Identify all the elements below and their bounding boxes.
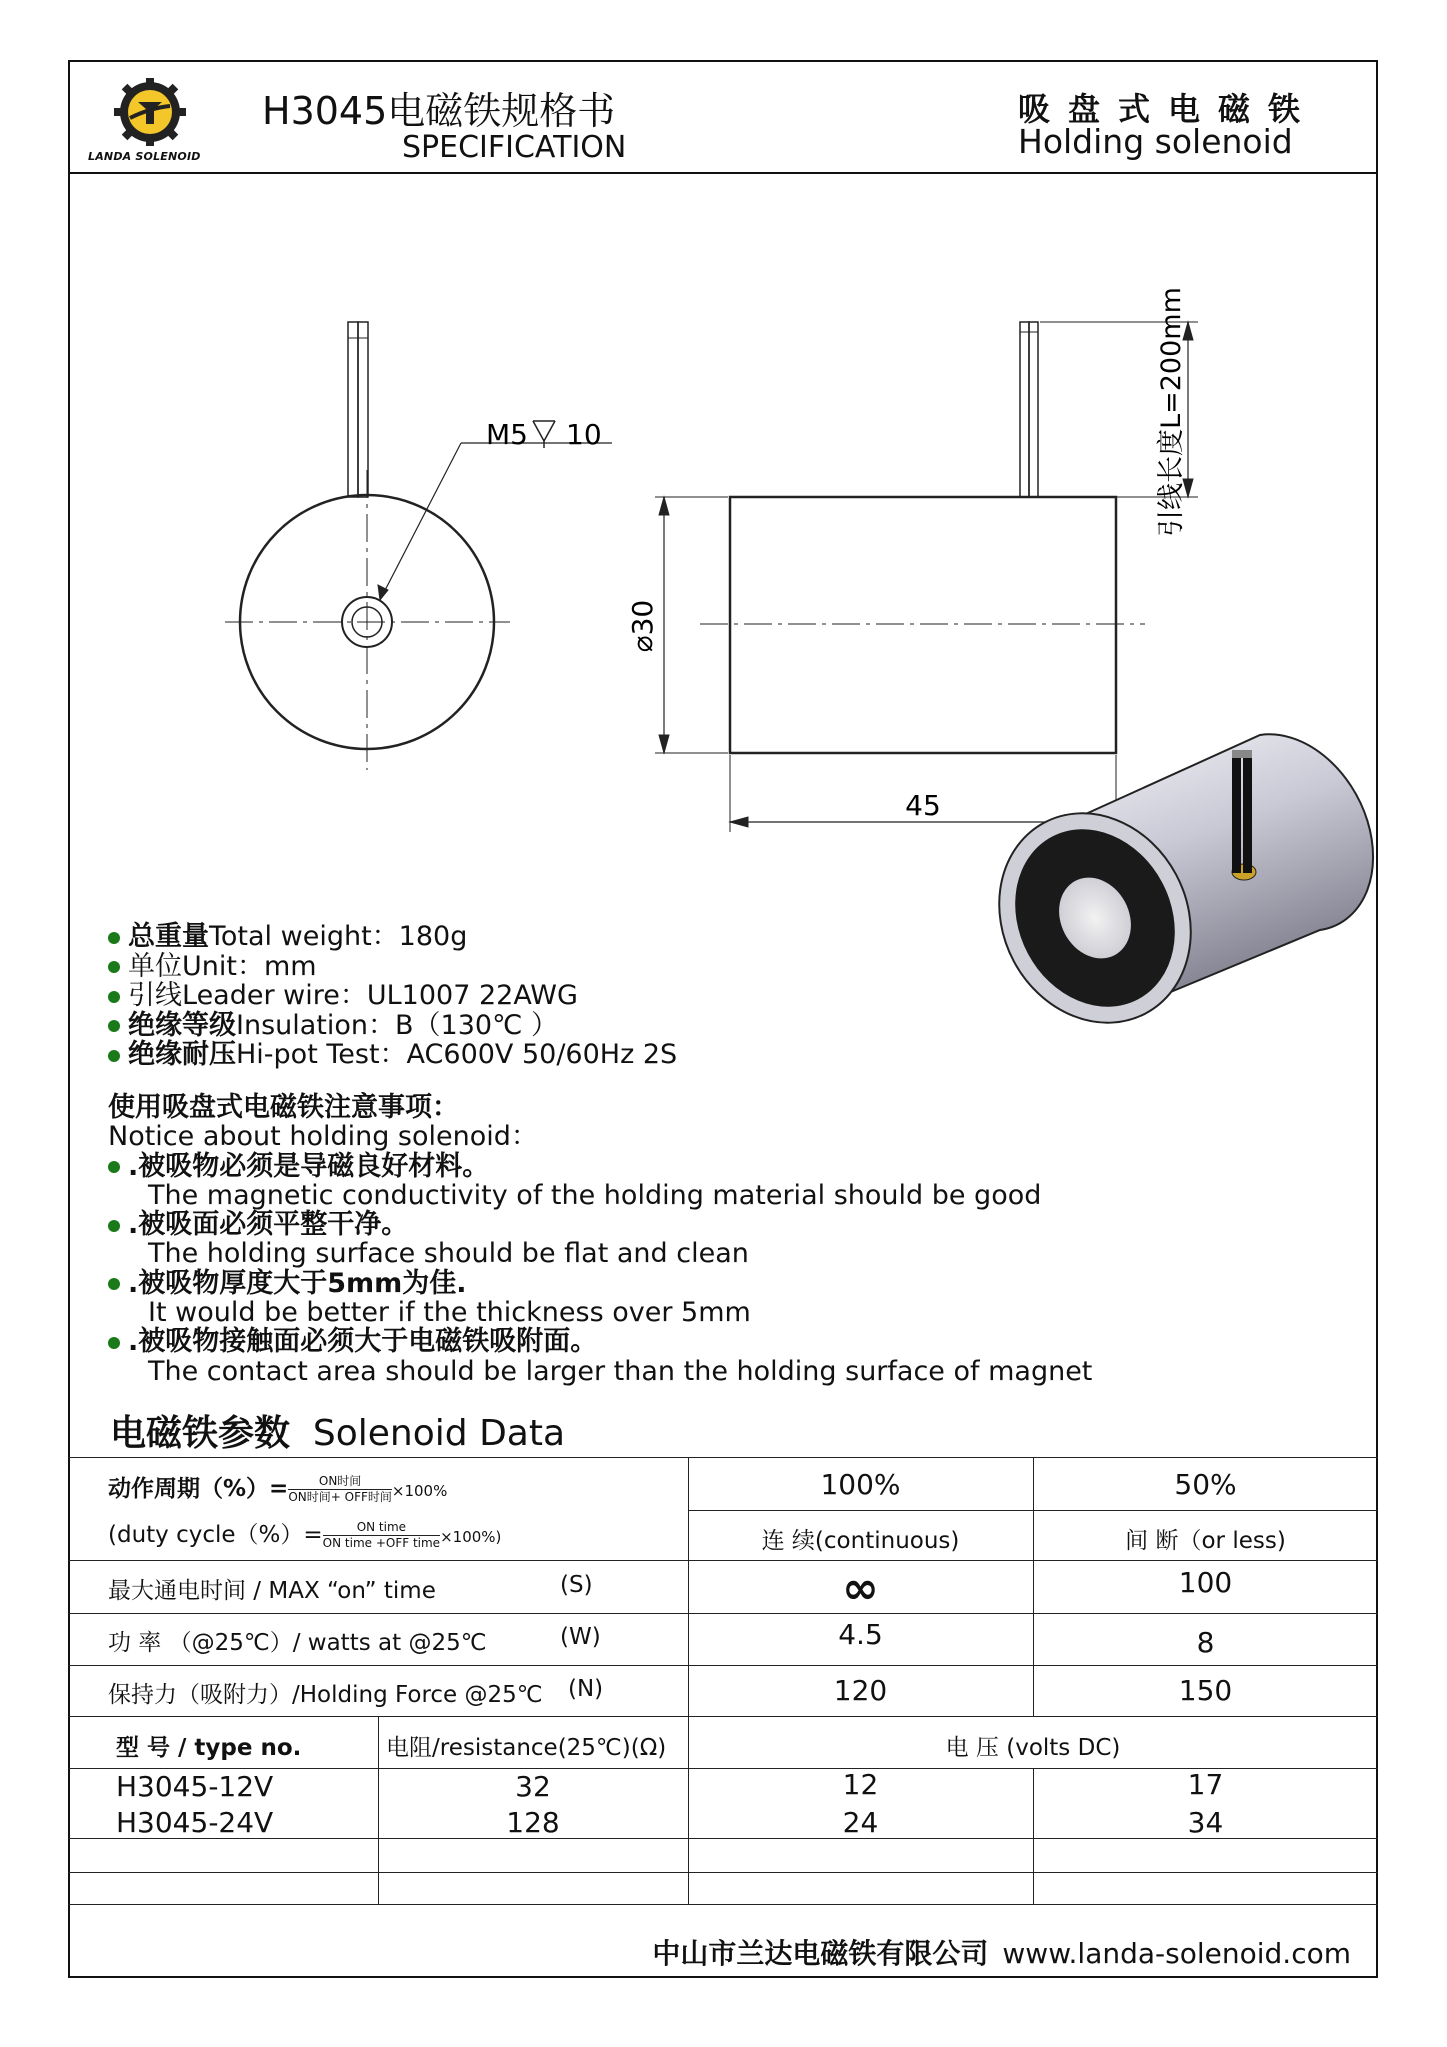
model-voltage: 24 (842, 1806, 879, 1839)
solenoid-type-en: Holding solenoid (1018, 122, 1293, 161)
row-value: 4.5 (838, 1618, 883, 1651)
continuous-label: 连 续(continuous) (761, 1528, 960, 1554)
model-voltage: 34 (1187, 1806, 1224, 1839)
duty-100-header: 100% (820, 1468, 901, 1501)
spec-item: 绝缘耐压Hi-pot Test：AC600V 50/60Hz 2S (108, 1040, 677, 1070)
notice-title-cn: 使用吸盘式电磁铁注意事项： (108, 1092, 459, 1123)
intermittent-label: 间 断（or less) (1125, 1528, 1286, 1554)
lead-length-label: 引线长度L=200mm (1156, 287, 1187, 537)
notice-title-en: Notice about holding solenoid： (108, 1121, 538, 1153)
thread-label: M5 (486, 418, 528, 451)
notice-item: .被吸物接触面必须大于电磁铁吸附面。 (108, 1327, 1092, 1356)
duty-cycle-cn: 动作周期（%）= ON时间 ON时间+ OFF时间 ×100% (108, 1474, 448, 1504)
section-title: 电磁铁参数 Solenoid Data (110, 1412, 566, 1454)
solenoid-type-cn: 吸盘式电磁铁 (1018, 90, 1319, 128)
spec-item: 绝缘等级Insulation：B（130℃ ） (108, 1011, 677, 1041)
notice-item-en: The magnetic conductivity of the holding material should be good (148, 1179, 1042, 1211)
model-voltage: 17 (1187, 1768, 1224, 1801)
notice-item: .被吸物厚度大于5mm为佳. (108, 1269, 1092, 1298)
notice-item-en: It would be better if the thickness over 5mm (148, 1297, 751, 1329)
spec-item: 单位Unit：mm (108, 952, 677, 982)
notice-item: .被吸物必须是导磁良好材料。 (108, 1152, 1092, 1181)
voltage-header: 电 压 (volts DC) (945, 1735, 1121, 1761)
document-subtitle: SPECIFICATION (402, 130, 627, 165)
spec-list (108, 922, 677, 1070)
bullet-icon (108, 1161, 120, 1173)
table-rule (68, 1716, 1378, 1717)
model-resistance: 128 (506, 1806, 560, 1839)
thread-depth: 10 (566, 418, 602, 451)
row-label: 功 率 （@25℃）/ watts at @25℃ (108, 1630, 487, 1656)
diameter-label: ⌀30 (626, 599, 659, 653)
row-value: 100 (1178, 1566, 1233, 1599)
table-rule (68, 1560, 1378, 1561)
notice-section (108, 1093, 1092, 1386)
bullet-icon (108, 1278, 120, 1290)
bullet-icon (108, 1220, 120, 1232)
front-view (225, 322, 612, 770)
model-voltage: 12 (842, 1768, 879, 1801)
document-title: H3045电磁铁规格书 (262, 89, 616, 133)
resistance-header: 电阻/resistance(25℃)(Ω) (386, 1735, 667, 1761)
side-view (655, 322, 1198, 832)
bullet-icon (108, 1337, 120, 1349)
row-value: 8 (1196, 1626, 1215, 1659)
model-name: H3045-24V (116, 1806, 274, 1839)
notice-item-en: The holding surface should be flat and clean (148, 1238, 749, 1270)
bullet-icon (108, 1020, 120, 1032)
solenoid-3d-view (963, 734, 1373, 1056)
infinity-value: ∞ (842, 1563, 879, 1614)
row-label: 保持力（吸附力）/Holding Force @25℃ (108, 1682, 543, 1708)
company-name: 中山市兰达电磁铁有限公司 (652, 1937, 989, 1970)
footer (652, 1932, 1351, 1972)
row-label: 最大通电时间 / MAX “on” time (108, 1578, 436, 1604)
row-unit: (S) (560, 1572, 593, 1598)
bullet-icon (108, 961, 120, 973)
row-value: 150 (1178, 1674, 1233, 1707)
notice-item: .被吸面必须平整干净。 (108, 1210, 1092, 1239)
row-value: 120 (833, 1674, 888, 1707)
length-label: 45 (905, 789, 941, 822)
spec-item: 引线Leader wire：UL1007 22AWG (108, 981, 677, 1011)
bullet-icon (108, 932, 120, 944)
model-name: H3045-12V (116, 1770, 274, 1803)
table-rule (68, 1872, 1378, 1873)
logo-text: LANDA SOLENOID (88, 150, 201, 163)
table-rule (68, 1457, 1378, 1458)
row-unit: (W) (560, 1624, 601, 1650)
duty-50-header: 50% (1174, 1468, 1237, 1501)
notice-item-en: The contact area should be larger than the holding surface of magnet (148, 1355, 1093, 1387)
model-resistance: 32 (515, 1770, 551, 1803)
table-rule (68, 1904, 1378, 1905)
spec-item: 总重量Total weight：180g (108, 922, 677, 952)
bullet-icon (108, 1050, 120, 1062)
duty-cycle-en: (duty cycle（%）= ON time ON time +OFF time ×100%) (108, 1520, 502, 1550)
row-unit: (N) (568, 1676, 604, 1702)
table-rule (68, 1665, 1378, 1666)
type-header: 型 号 / type no. (116, 1735, 302, 1761)
company-url[interactable]: www.landa-solenoid.com (1002, 1937, 1351, 1970)
depth-symbol-icon (533, 421, 555, 448)
bullet-icon (108, 991, 120, 1003)
